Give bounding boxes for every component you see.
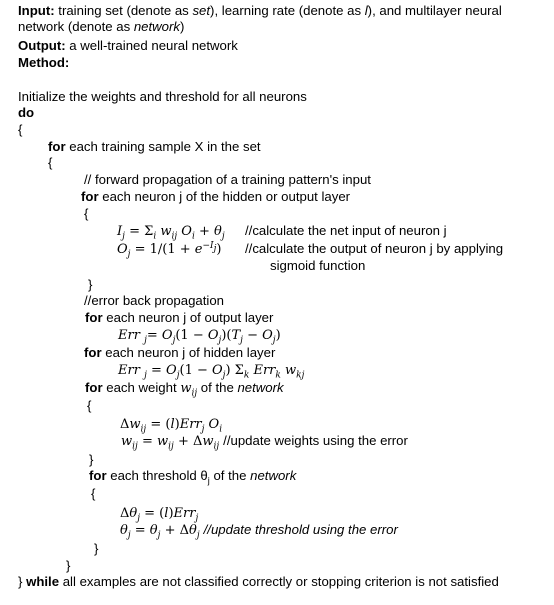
threshold-update-comment: //update threshold using the error bbox=[203, 522, 398, 537]
for-keyword: for bbox=[81, 189, 99, 204]
for-neuron-hidden-line bbox=[84, 345, 275, 361]
delta-weight-equation bbox=[120, 416, 222, 433]
output-label: Output: bbox=[18, 38, 66, 53]
for-weight-line bbox=[85, 380, 284, 397]
forward-comment: // forward propagation of a training pattern's input bbox=[84, 172, 371, 187]
for-threshold-text: each threshold θ bbox=[106, 468, 208, 483]
for-neuron-hidden-text: each neuron j of hidden layer bbox=[101, 345, 276, 360]
do-keyword: do bbox=[18, 105, 35, 120]
output-comment: //calculate the output of neuron j by applying bbox=[245, 241, 504, 256]
net-input-formula: $I_j = \Sigma_i$ $w_{ij}$ $O_i + \theta_j$ bbox=[117, 224, 225, 242]
open-brace-weight: { bbox=[87, 398, 92, 413]
for-keyword: for bbox=[48, 139, 66, 154]
threshold-subscript: j bbox=[207, 475, 210, 486]
output-error-equation bbox=[118, 327, 281, 344]
open-brace-threshold: { bbox=[91, 486, 96, 501]
threshold-update-equation bbox=[120, 522, 398, 539]
output-equation bbox=[117, 241, 221, 258]
input-label: Input: bbox=[18, 3, 55, 18]
output-error-formula: Err $_j= O_j(1 - O_j)(T_j - O_j)$ bbox=[118, 328, 281, 346]
output-comment-cont: sigmoid function bbox=[270, 258, 366, 273]
input-l-term: l bbox=[364, 3, 368, 18]
for-neuron-output-text: each neuron j of output layer bbox=[102, 310, 274, 325]
for-weight-text: each weight bbox=[102, 380, 181, 395]
open-brace-forward: { bbox=[84, 206, 89, 221]
network-term: network bbox=[250, 468, 297, 483]
delta-threshold-formula: $\Delta\theta_j = (l)Err_j$ bbox=[120, 506, 199, 524]
input-set-term: set bbox=[192, 3, 211, 18]
for-sample-text: each training sample X in the set bbox=[65, 139, 261, 154]
close-brace-threshold: } bbox=[94, 541, 99, 556]
for-neuron-output-line bbox=[85, 310, 273, 326]
method-label: Method: bbox=[18, 55, 70, 70]
for-sample-line bbox=[48, 139, 261, 155]
weight-update-formula: $w_{ij} = w_{ij} + \Delta w_{ij}$ bbox=[121, 434, 220, 452]
backprop-comment: //error back propagation bbox=[84, 293, 225, 308]
input-text: ) bbox=[180, 19, 185, 34]
input-text: ), and multilayer neural network (denote as bbox=[18, 3, 502, 34]
while-condition: all examples are not classified correctly or stopping criterion is not satisfied bbox=[59, 574, 499, 589]
threshold-update-formula: $\theta_j = \theta_j + \Delta\theta_j$ bbox=[120, 523, 200, 541]
while-keyword: while bbox=[26, 574, 60, 589]
net-input-comment: //calculate the net input of neuron j bbox=[245, 223, 447, 238]
close-brace-outer: } bbox=[18, 574, 23, 589]
input-text: training set (denote as bbox=[54, 3, 193, 18]
for-weight-suffix: of the bbox=[197, 380, 238, 395]
open-brace-outer: { bbox=[18, 122, 23, 137]
for-keyword: for bbox=[85, 310, 103, 325]
hidden-error-formula: Err $_j = O_j(1 - O_j)$ $\Sigma_k$ Err$_k$ $w_{kj}$ bbox=[118, 363, 305, 381]
for-keyword: for bbox=[89, 468, 107, 483]
output-line bbox=[18, 38, 238, 54]
close-brace-weight: } bbox=[89, 452, 94, 467]
init-line: Initialize the weights and threshold for all neurons bbox=[18, 89, 307, 104]
input-line bbox=[18, 3, 548, 35]
while-line bbox=[18, 574, 499, 590]
delta-threshold-equation bbox=[120, 505, 198, 522]
input-network-term: network bbox=[133, 19, 181, 34]
close-brace-sample: } bbox=[66, 558, 71, 573]
open-brace-sample: { bbox=[48, 155, 53, 170]
for-keyword: for bbox=[85, 380, 103, 395]
weight-update-equation bbox=[121, 433, 408, 450]
input-text: ), learning rate (denote as bbox=[210, 3, 365, 18]
close-brace-forward: } bbox=[88, 277, 93, 292]
output-text: a well-trained neural network bbox=[65, 38, 238, 53]
delta-weight-formula: $\Delta w_{ij} = (l)Err_j$ $O_i$ bbox=[120, 417, 223, 435]
weight-update-comment: //update weights using the error bbox=[223, 433, 408, 448]
net-input-equation bbox=[117, 223, 225, 240]
hidden-error-equation bbox=[118, 362, 304, 379]
sigmoid-formula: $O_j = 1/(1 + e^{-I_j})$ bbox=[117, 240, 222, 260]
for-threshold-line bbox=[89, 468, 296, 484]
for-keyword: for bbox=[84, 345, 102, 360]
for-threshold-suffix: of the bbox=[209, 468, 251, 483]
for-neuron-hidden-output-line bbox=[81, 189, 350, 205]
weight-symbol: $w_{ij}$ bbox=[180, 381, 198, 399]
for-neuron-text: each neuron j of the hidden or output layer bbox=[98, 189, 351, 204]
network-term: network bbox=[237, 380, 284, 395]
